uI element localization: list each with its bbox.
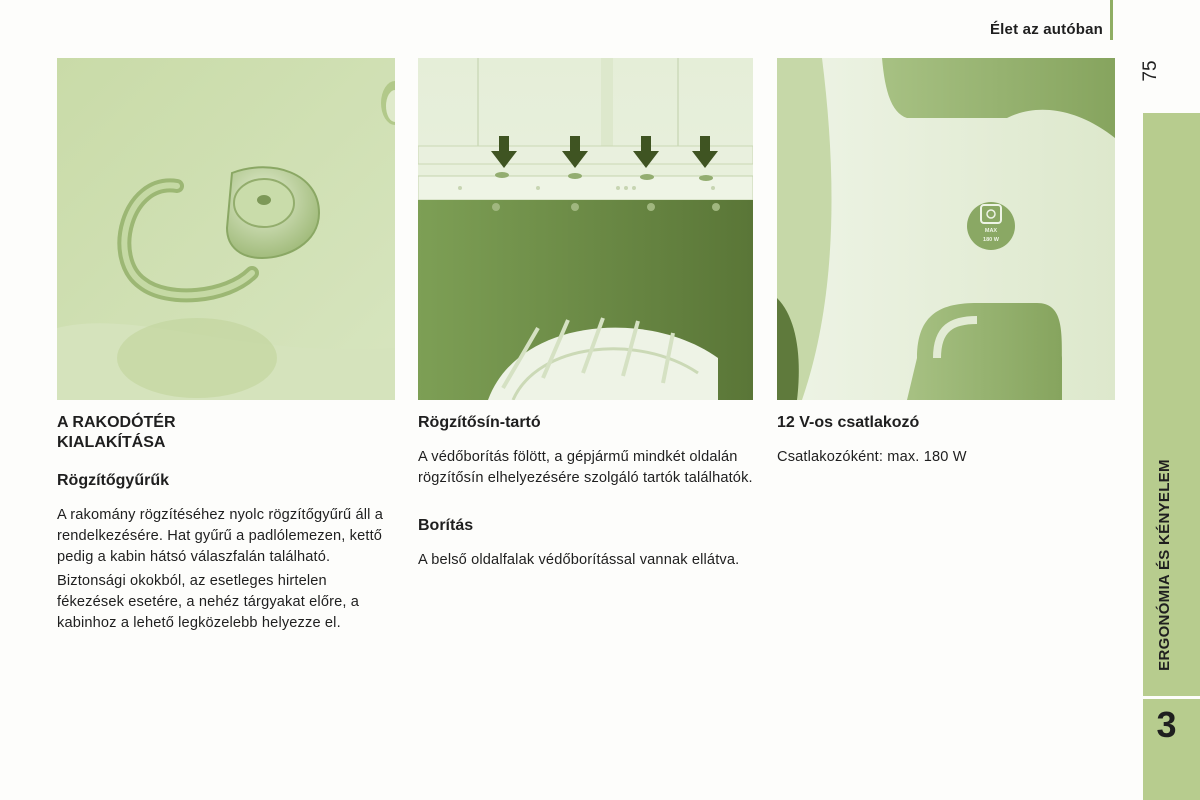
paragraph: A rakomány rögzítéséhez nyolc rögzítőgyűrű áll a rendelkezésére. Hat gyűrű a padlólemezen, kettő pedig a kabin hátsó válaszfalán található. xyxy=(57,507,383,565)
subsection-title: Borítás xyxy=(418,517,474,534)
column-cargo-layout xyxy=(57,413,397,637)
section-title: A RAKODÓTÉR KIALAKÍTÁSA xyxy=(57,414,176,451)
paragraph: A védőborítás fölött, a gépjármű mindkét oldalán rögzítősín elhelyezésére szolgáló tartók találhatók. xyxy=(418,449,753,486)
tie-down-ring-illustration xyxy=(57,58,395,400)
subsection-title: 12 V-os csatlakozó xyxy=(777,414,920,431)
socket-watt-label: 180 W xyxy=(983,237,999,243)
subsection-title: Rögzítősín-tartó xyxy=(418,414,541,431)
chapter-number: 3 xyxy=(1156,704,1177,745)
chapter-tab-divider xyxy=(1143,696,1200,699)
chapter-tab-label: ERGONÓMIA ÉS KÉNYELEM xyxy=(1155,459,1173,671)
paragraph: A belső oldalfalak védőborítással vannak ellátva. xyxy=(418,552,740,568)
paragraph: Biztonsági okokból, az esetleges hirtelen fékezések esetére, a nehéz tárgyakat előre, a kabinhoz a lehető legközelebb helyezze el. xyxy=(57,573,360,631)
rail-support-illustration xyxy=(418,58,753,400)
subsection-title: Rögzítőgyűrűk xyxy=(57,472,169,489)
page-number: 75 xyxy=(1140,60,1161,82)
socket-max-label: MAX xyxy=(984,228,998,234)
paragraph: Csatlakozóként: max. 180 W xyxy=(777,449,967,465)
running-header: Élet az autóban xyxy=(989,21,1103,38)
column-12v-socket xyxy=(777,413,1117,471)
power-socket-illustration xyxy=(777,58,1115,400)
header-rule xyxy=(1110,0,1113,40)
column-rail-supports xyxy=(418,413,758,574)
